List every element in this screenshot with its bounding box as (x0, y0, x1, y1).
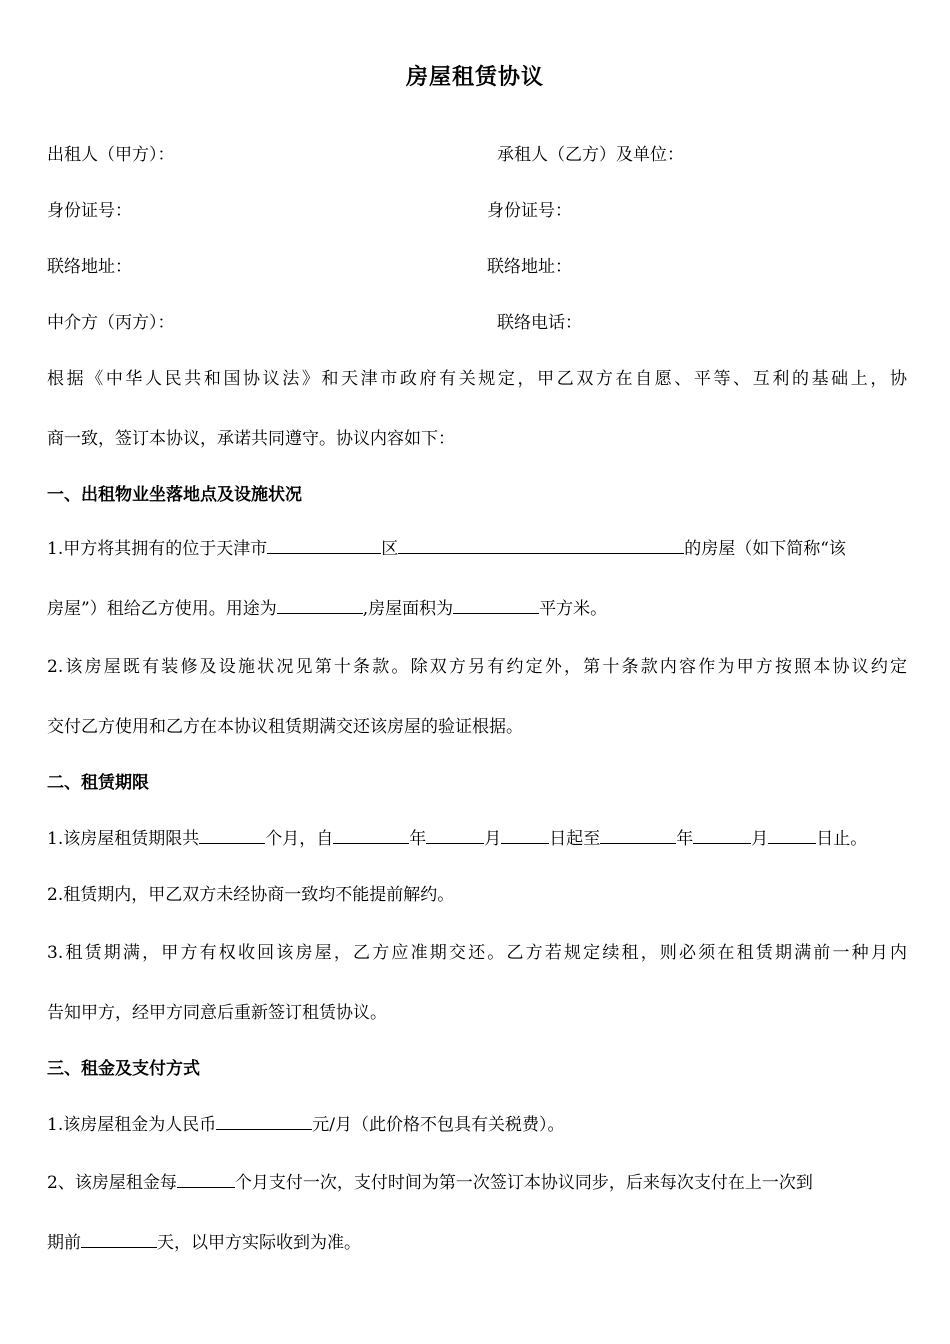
lessor-id-label: 身份证号： (47, 201, 132, 221)
section1-heading: 一、出租物业坐落地点及设施状况 (47, 485, 302, 505)
payment-interval-blank[interactable] (177, 1169, 235, 1188)
start-month-blank[interactable] (426, 825, 484, 844)
rent-amount-blank[interactable] (216, 1111, 312, 1130)
text-segment: 日止。 (816, 829, 868, 849)
party-row-2 (47, 196, 907, 226)
section2-clause1 (47, 824, 907, 854)
lessee-address-label: 联络地址： (487, 257, 572, 277)
section3-clause2-line2 (47, 1228, 907, 1258)
text-segment: 个月，自 (265, 829, 334, 849)
section2-clause2: 2.租赁期内，甲乙双方未经协商一致均不能提前解约。 (47, 885, 455, 905)
text-segment: 1.甲方将其拥有的位于天津市 (47, 539, 268, 559)
text-segment: 1.该房屋租赁期限共 (47, 829, 200, 849)
party-row-4 (47, 308, 907, 338)
text-segment: ,房屋面积为 (362, 599, 454, 619)
lessor-label: 出租人（甲方）： (47, 145, 175, 165)
text-segment: 期前 (47, 1233, 81, 1253)
section1-clause2-line2: 交付乙方使用和乙方在本协议租赁期满交还该房屋的验证根据。 (47, 717, 523, 737)
district-blank[interactable] (267, 535, 381, 554)
phone-label: 联络电话： (497, 313, 582, 333)
address-blank[interactable] (398, 535, 684, 554)
intro-line-1: 根据《中华人民共和国协议法》和天津市政府有关规定，甲乙双方在自愿、平等、互利的基础上，协 (47, 369, 907, 389)
section1-clause1-line1 (47, 534, 907, 564)
section1-clause1-line2 (47, 594, 907, 624)
section2-clause3-line2: 告知甲方，经甲方同意后重新签订租赁协议。 (47, 1003, 387, 1023)
section3-clause2-line1 (47, 1168, 907, 1198)
lessee-id-label: 身份证号： (487, 201, 572, 221)
text-segment: 月 (751, 829, 769, 849)
text-segment: 元/月（此价格不包具有关税费）。 (312, 1115, 565, 1135)
start-year-blank[interactable] (333, 825, 409, 844)
start-day-blank[interactable] (501, 825, 549, 844)
area-blank[interactable] (453, 595, 539, 614)
text-segment: 日起至 (549, 829, 601, 849)
text-segment: 年 (409, 829, 427, 849)
text-segment: 房屋”）租给乙方使用。用途为 (47, 599, 277, 619)
party-row-3 (47, 252, 907, 282)
text-segment: 平方米。 (539, 599, 608, 619)
section1-clause2-line1: 2.该房屋既有装修及设施状况见第十条款。除双方另有约定外，第十条款内容作为甲方按照本协议约定 (47, 657, 907, 677)
section2-heading: 二、租赁期限 (47, 773, 149, 793)
months-blank[interactable] (199, 825, 265, 844)
section3-heading: 三、租金及支付方式 (47, 1059, 200, 1079)
text-segment: 2、该房屋租金每 (47, 1173, 177, 1193)
document-title: 房屋租赁协议 (405, 64, 544, 90)
text-segment: 区 (381, 539, 399, 559)
lessee-label: 承租人（乙方）及单位： (497, 145, 684, 165)
intro-line-2: 商一致，签订本协议，承诺共同遵守。协议内容如下： (47, 429, 455, 449)
end-month-blank[interactable] (693, 825, 751, 844)
lessor-address-label: 联络地址： (47, 257, 132, 277)
days-before-blank[interactable] (81, 1229, 157, 1248)
party-row-1 (47, 140, 907, 170)
agent-label: 中介方（丙方）： (47, 313, 175, 333)
section2-clause3-line1: 3.租赁期满，甲方有权收回该房屋，乙方应准期交还。乙方若规定续租，则必须在租赁期满前一种月内 (47, 943, 907, 963)
text-segment: 的房屋（如下简称“该 (684, 539, 846, 559)
usage-blank[interactable] (277, 595, 363, 614)
section3-clause1 (47, 1110, 907, 1140)
text-segment: 天，以甲方实际收到为准。 (157, 1233, 361, 1253)
text-segment: 月 (484, 829, 502, 849)
end-year-blank[interactable] (600, 825, 676, 844)
text-segment: 年 (676, 829, 694, 849)
text-segment: 1.该房屋租金为人民币 (47, 1115, 217, 1135)
text-segment: 个月支付一次，支付时间为第一次签订本协议同步，后来每次支付在上一次到 (234, 1173, 813, 1193)
end-day-blank[interactable] (768, 825, 816, 844)
